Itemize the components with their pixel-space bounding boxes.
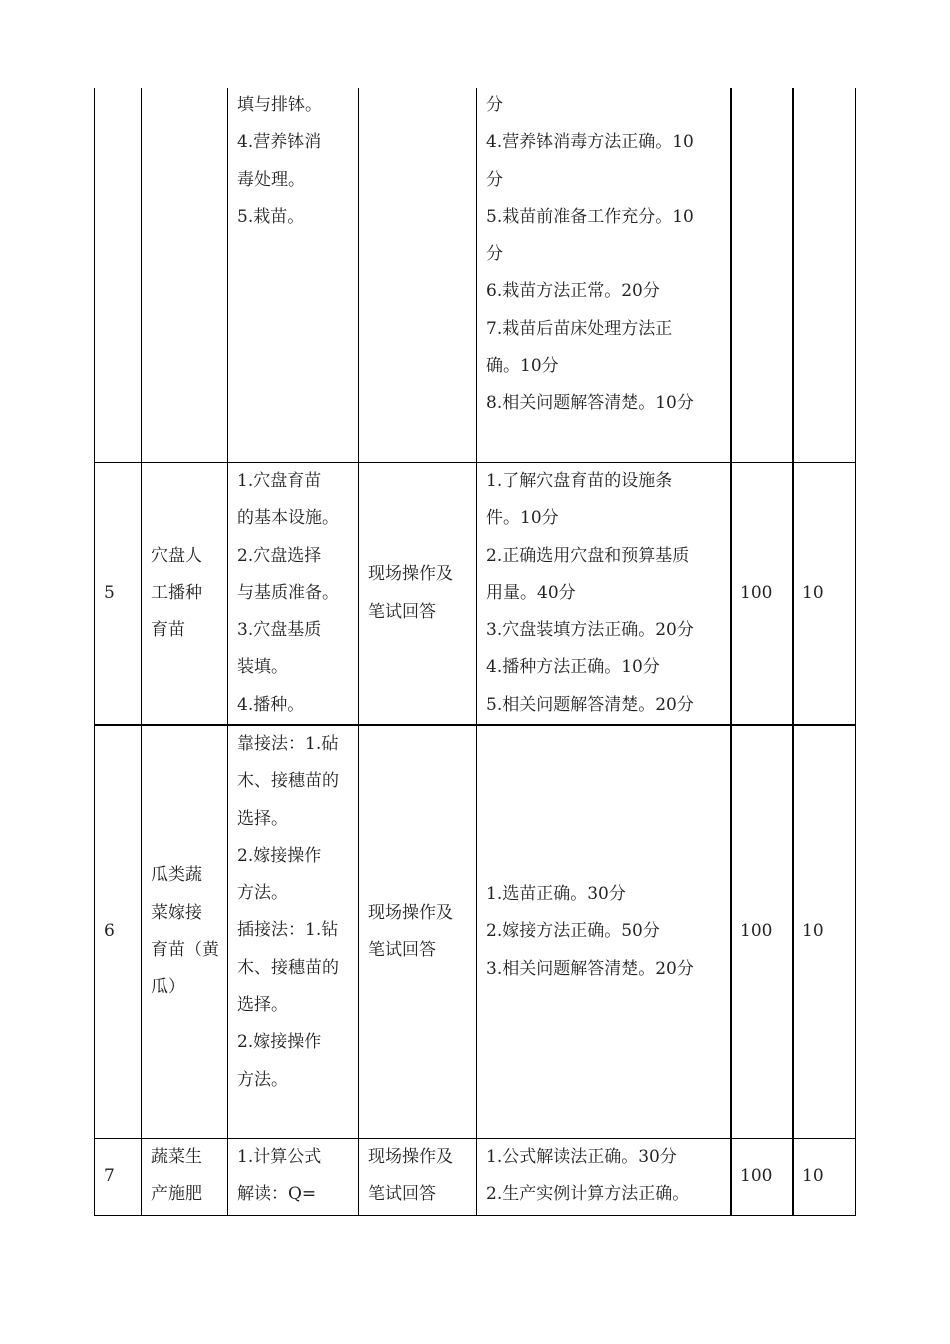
- row7-content-cell: [237, 1139, 357, 1214]
- row4-criteria-line: 4.营养钵消毒方法正确。10: [486, 132, 694, 153]
- row6-title-line: 瓜类蔬: [151, 865, 202, 886]
- row5-score-cell: [740, 463, 790, 724]
- row5-score: 100: [740, 582, 773, 603]
- row5-weight: 10: [802, 582, 824, 603]
- row5-criteria-line: 2.正确选用穴盘和预算基质: [486, 545, 690, 566]
- row5-content-line: 的基本设施。: [237, 508, 339, 529]
- row7-criteria-line: 2.生产实例计算方法正确。: [486, 1184, 690, 1205]
- row7-weight-cell: [802, 1139, 854, 1215]
- table-border-left: [94, 88, 95, 1216]
- row5-method-cell: [368, 463, 475, 724]
- row6-content-line: 选择。: [237, 808, 288, 829]
- row5-content-line: 与基质准备。: [237, 582, 339, 603]
- row7-content-line: 1.计算公式: [237, 1147, 322, 1167]
- row5-criteria-line: 3.穴盘装填方法正确。20分: [486, 620, 694, 641]
- row4-content-cell: [237, 87, 357, 236]
- row5-criteria-line: 1.了解穴盘育苗的设施条: [486, 471, 673, 491]
- row6-content-line: 靠接法：1.砧: [237, 734, 339, 754]
- row6-title-line: 菜嫁接: [151, 902, 202, 923]
- row6-number: 6: [104, 921, 115, 942]
- row6-content-line: 方法。: [237, 1069, 288, 1090]
- row5-number: 5: [104, 582, 115, 603]
- column-divider-1: [141, 88, 142, 1216]
- row6-content-line: 木、接穗苗的: [237, 957, 339, 978]
- table-border-right: [855, 88, 856, 1216]
- row6-title-line: 瓜）: [151, 977, 185, 998]
- row5-title-line: 穴盘人: [151, 545, 202, 566]
- row4-criteria-cell: [486, 87, 728, 423]
- row7-number: 7: [104, 1166, 115, 1187]
- row5-criteria-line: 5.相关问题解答清楚。20分: [486, 694, 694, 715]
- row6-weight: 10: [802, 921, 824, 942]
- row4-criteria-line: 分: [486, 95, 503, 115]
- row4-criteria-line: 确。10分: [486, 356, 559, 377]
- row6-method-line: 笔试回答: [368, 940, 436, 960]
- row6-score-cell: [740, 726, 790, 1138]
- row6-criteria-line: 2.嫁接方法正确。50分: [486, 921, 660, 942]
- row7-title-line: 产施肥: [151, 1184, 202, 1205]
- row4-content-line: 4.营养钵消: [237, 132, 322, 153]
- row4-criteria-line: 7.栽苗后苗床处理方法正: [486, 318, 673, 339]
- row7-method-line: 笔试回答: [368, 1184, 436, 1205]
- row5-content-line: 2.穴盘选择: [237, 545, 322, 566]
- row5-criteria-line: 件。10分: [486, 508, 559, 529]
- row4-content-line: 5.栽苗。: [237, 206, 305, 227]
- row6-title-line: 育苗（黄: [151, 940, 219, 960]
- row5-criteria-line: 4.播种方法正确。10分: [486, 657, 660, 678]
- row5-content-line: 装填。: [237, 657, 288, 678]
- row7-score: 100: [740, 1166, 773, 1187]
- column-divider-4: [476, 88, 477, 1216]
- row6-score: 100: [740, 921, 773, 942]
- row6-content-line: 2.嫁接操作: [237, 1032, 322, 1053]
- table-border-bottom: [94, 1215, 856, 1216]
- row6-number-cell: [104, 726, 140, 1138]
- row7-score-cell: [740, 1139, 790, 1215]
- row7-title-line: 蔬菜生: [151, 1147, 202, 1167]
- row5-criteria-line: 用量。40分: [486, 582, 576, 603]
- row5-number-cell: [104, 463, 140, 724]
- row5-content-line: 4.播种。: [237, 694, 305, 715]
- row7-weight: 10: [802, 1166, 824, 1187]
- column-divider-3: [358, 88, 359, 1216]
- row5-criteria-cell: [486, 463, 728, 724]
- row6-criteria-line: 3.相关问题解答清楚。20分: [486, 958, 694, 979]
- row4-content-line: 毒处理。: [237, 169, 305, 190]
- column-divider-2: [227, 88, 228, 1216]
- row6-title-cell: [151, 726, 226, 1138]
- row4-criteria-line: 6.栽苗方法正常。20分: [486, 281, 660, 302]
- row5-title-line: 育苗: [151, 620, 185, 641]
- row5-content-cell: [237, 463, 357, 724]
- row7-content-line: 解读：Q=: [237, 1184, 317, 1205]
- row4-criteria-line: 分: [486, 244, 503, 265]
- row5-title-cell: [151, 463, 226, 724]
- row7-method-cell: [368, 1139, 475, 1214]
- row5-method-line: 笔试回答: [368, 601, 436, 622]
- row6-criteria-line: 1.选苗正确。30分: [486, 884, 626, 905]
- row4-content-line: 填与排钵。: [237, 95, 322, 115]
- row6-content-line: 方法。: [237, 883, 288, 904]
- row6-content-line: 2.嫁接操作: [237, 845, 322, 866]
- row5-method-line: 现场操作及: [368, 564, 453, 585]
- row6-content-cell: [237, 726, 357, 1099]
- row6-criteria-cell: [486, 726, 728, 1138]
- column-divider-6: [792, 88, 794, 1216]
- row6-method-cell: [368, 726, 475, 1138]
- row5-content-line: 1.穴盘育苗: [237, 471, 322, 491]
- row7-criteria-cell: [486, 1139, 728, 1214]
- row7-number-cell: [104, 1139, 140, 1215]
- column-divider-5: [730, 88, 732, 1216]
- row7-criteria-line: 1.公式解读法正确。30分: [486, 1147, 677, 1167]
- row4-criteria-line: 5.栽苗前准备工作充分。10: [486, 206, 694, 227]
- row5-title-line: 工播种: [151, 582, 202, 603]
- row4-criteria-line: 分: [486, 169, 503, 190]
- row6-method-line: 现场操作及: [368, 902, 453, 923]
- row7-method-line: 现场操作及: [368, 1147, 453, 1167]
- row7-title-cell: [151, 1139, 226, 1214]
- row6-content-line: 插接法：1.钻: [237, 920, 339, 941]
- row5-content-line: 3.穴盘基质: [237, 620, 322, 641]
- row6-content-line: 木、接穗苗的: [237, 771, 339, 792]
- row6-content-line: 选择。: [237, 995, 288, 1016]
- row5-weight-cell: [802, 463, 854, 724]
- row6-weight-cell: [802, 726, 854, 1138]
- row4-criteria-line: 8.相关问题解答清楚。10分: [486, 393, 694, 414]
